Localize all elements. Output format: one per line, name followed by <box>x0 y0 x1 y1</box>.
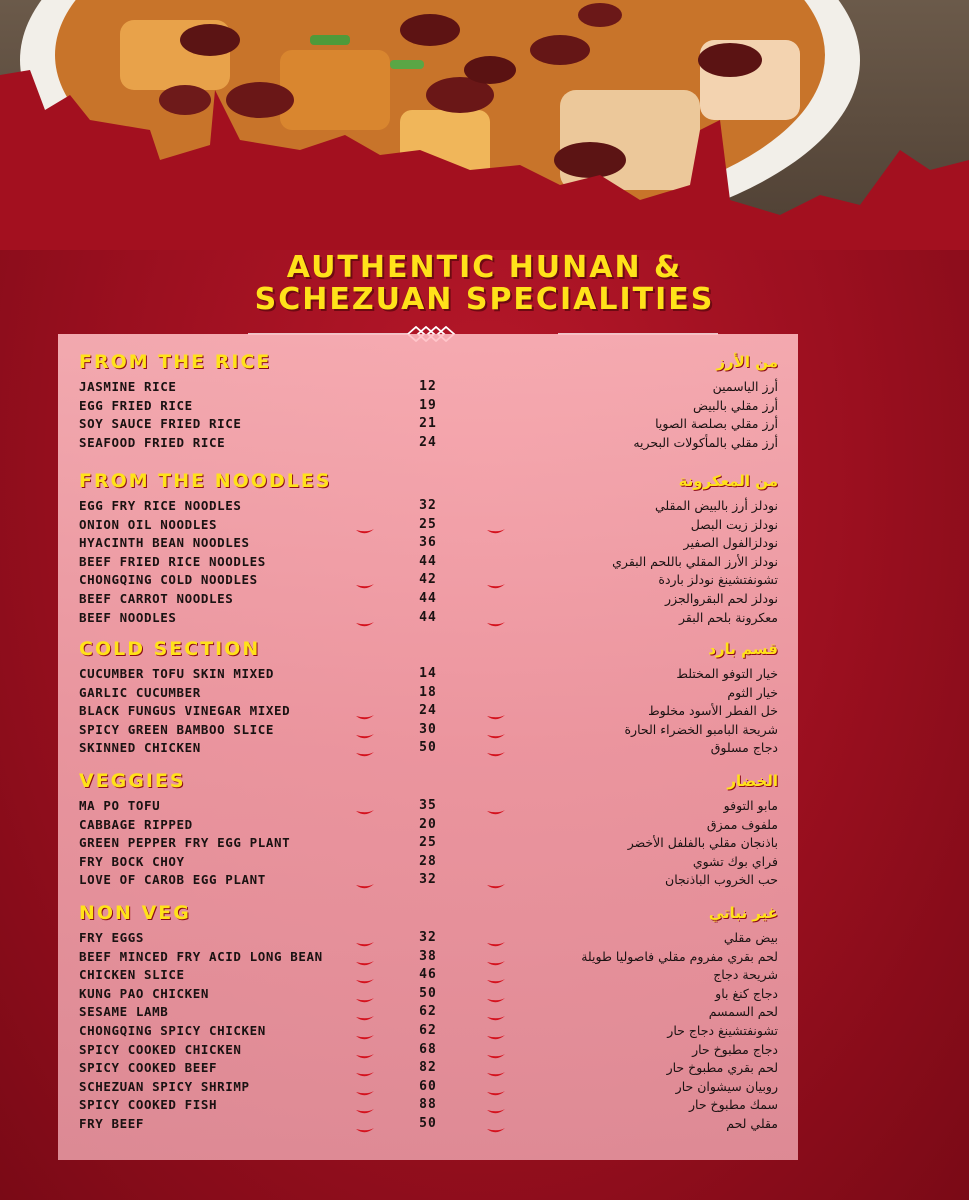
section-title-ar: الخضار <box>727 772 778 790</box>
item-name-ar: تشونفتشينغ دجاج حار <box>667 1023 778 1038</box>
chili-pepper-icon <box>355 744 375 752</box>
chili-pepper-icon <box>355 876 375 884</box>
chili-pepper-icon <box>486 1008 506 1016</box>
item-price: 32 <box>419 498 437 513</box>
chili-pepper-icon <box>486 1046 506 1054</box>
menu-item-row <box>0 1097 969 1115</box>
menu-title-line1: AUTHENTIC HUNAN & <box>286 250 683 285</box>
item-price: 88 <box>419 1097 437 1113</box>
menu-item-row <box>0 1023 969 1041</box>
chili-pepper-icon <box>355 971 375 979</box>
item-name-en: JASMINE RICE <box>79 379 177 394</box>
item-price: 32 <box>419 930 437 945</box>
menu-item-row <box>0 949 969 967</box>
item-name-en: BEEF CARROT NOODLES <box>79 591 234 606</box>
item-name-ar: لحم السمسم <box>708 1004 778 1020</box>
item-name-ar: تشونفتشينغ نودلز باردة <box>658 572 778 588</box>
menu-item-row <box>0 591 969 609</box>
item-name-ar: خيار التوفو المختلط <box>676 666 778 681</box>
chili-pepper-icon <box>355 1046 375 1054</box>
section-title-en: FROM THE NOODLES <box>79 470 332 492</box>
item-name-ar: شريحة البامبو الخضراء الحارة <box>624 721 778 737</box>
item-name-en: BEEF NOODLES <box>79 609 177 625</box>
chili-pepper-icon <box>486 1027 506 1035</box>
section-title-en: VEGGIES <box>79 770 186 792</box>
item-price: 60 <box>419 1078 437 1094</box>
item-name-en: FRY EGGS <box>79 930 145 945</box>
item-name-en: SEAFOOD FRIED RICE <box>79 434 226 450</box>
item-name-ar: لحم بقري مفروم مقلي فاصوليا طويلة <box>581 948 778 964</box>
menu-item-row <box>0 498 969 516</box>
section-title-en: COLD SECTION <box>79 638 261 660</box>
chili-pepper-icon <box>486 953 506 961</box>
item-name-en: BEEF MINCED FRY ACID LONG BEAN <box>79 948 323 964</box>
item-name-en: SESAME LAMB <box>79 1004 169 1020</box>
section-title-ar: من الأرز <box>716 353 778 371</box>
item-name-ar: بيض مقلي <box>723 930 778 945</box>
chili-pepper-icon <box>486 1120 506 1128</box>
chili-pepper-icon <box>355 521 375 529</box>
chili-pepper-icon <box>355 934 375 942</box>
chili-pepper-icon <box>355 1027 375 1035</box>
item-name-en: EGG FRY RICE NOODLES <box>79 498 242 513</box>
item-price: 62 <box>419 1004 437 1020</box>
item-name-ar: أرز الياسمين <box>712 379 778 394</box>
menu-item-row <box>0 572 969 590</box>
item-name-en: CHONGQING COLD NOODLES <box>79 572 258 588</box>
chili-pepper-icon <box>486 744 506 752</box>
item-name-en: SKINNED CHICKEN <box>79 740 201 756</box>
section-title-en: FROM THE RICE <box>79 351 272 373</box>
item-name-ar: نودلز الأرز المقلي باللحم البقري <box>612 553 778 569</box>
item-name-ar: أرز مقلي بالمأكولات البحريه <box>633 434 778 450</box>
chili-pepper-icon <box>355 953 375 961</box>
item-price: 68 <box>419 1041 437 1057</box>
chili-pepper-icon <box>486 726 506 734</box>
item-name-en: FRY BEEF <box>79 1116 145 1131</box>
item-price: 24 <box>419 434 437 450</box>
chili-pepper-icon <box>486 1101 506 1109</box>
item-name-en: HYACINTH BEAN NOODLES <box>79 535 250 551</box>
item-name-ar: نودلز أرز بالبيض المقلي <box>654 498 778 513</box>
item-price: 44 <box>419 609 437 625</box>
chili-pepper-icon <box>355 707 375 715</box>
menu-item-row <box>0 1004 969 1022</box>
item-price: 42 <box>419 572 437 588</box>
item-name-en: LOVE OF CAROB EGG PLANT <box>79 872 266 888</box>
menu-item-row <box>0 1079 969 1097</box>
chili-pepper-icon <box>355 990 375 998</box>
section-title-ar: قسم بارد <box>708 640 778 658</box>
hero-food-photo <box>0 0 969 250</box>
chili-pepper-icon <box>486 707 506 715</box>
chili-pepper-icon <box>486 614 506 622</box>
chili-pepper-icon <box>355 1064 375 1072</box>
item-price: 50 <box>419 985 437 1001</box>
menu-item-row <box>0 517 969 535</box>
menu-item-row <box>0 1042 969 1060</box>
item-name-en: SPICY COOKED FISH <box>79 1097 218 1113</box>
food-dish-illustration <box>0 0 969 250</box>
chili-pepper-icon <box>355 1083 375 1091</box>
item-name-ar: أرز مقلي بالبيض <box>692 397 778 413</box>
item-price: 46 <box>419 967 437 983</box>
chili-pepper-icon <box>355 802 375 810</box>
chili-pepper-icon <box>355 1008 375 1016</box>
item-name-en: SPICY COOKED CHICKEN <box>79 1041 242 1057</box>
item-name-ar: باذنجان مقلي بالفلفل الأخضر <box>627 835 778 851</box>
item-price: 25 <box>419 835 437 851</box>
section-title-ar: من المعكرونة <box>678 472 778 490</box>
item-name-ar: شريحة دجاج <box>713 967 778 983</box>
item-name-ar: حب الخروب الباذنجان <box>665 872 778 888</box>
item-price: 44 <box>419 553 437 569</box>
menu-item-row <box>0 722 969 740</box>
menu-item-row <box>0 930 969 948</box>
item-price: 50 <box>419 1116 437 1131</box>
item-name-ar: نودلز زيت البصل <box>690 516 778 532</box>
item-name-ar: ملفوف ممزق <box>706 816 778 832</box>
item-name-en: SOY SAUCE FRIED RICE <box>79 416 242 432</box>
item-name-en: GREEN PEPPER FRY EGG PLANT <box>79 835 291 851</box>
item-price: 82 <box>419 1060 437 1076</box>
menu-item-row <box>0 854 969 872</box>
menu-item-row <box>0 685 969 703</box>
item-name-en: MA PO TOFU <box>79 798 161 813</box>
item-name-ar: فراي بوك تشوي <box>692 853 778 869</box>
item-price: 62 <box>419 1023 437 1038</box>
item-name-ar: روبيان سيشوان حار <box>675 1078 778 1094</box>
chili-pepper-icon <box>355 576 375 584</box>
item-name-en: CABBAGE RIPPED <box>79 816 193 832</box>
chili-pepper-icon <box>486 521 506 529</box>
menu-item-row <box>0 986 969 1004</box>
item-price: 44 <box>419 591 437 606</box>
item-price: 24 <box>419 703 437 719</box>
item-name-en: SPICY GREEN BAMBOO SLICE <box>79 721 275 737</box>
item-price: 30 <box>419 721 437 737</box>
item-name-en: ONION OIL NOODLES <box>79 516 218 532</box>
item-name-ar: مقلي لحم <box>726 1116 778 1131</box>
item-name-en: FRY BOCK CHOY <box>79 853 185 869</box>
item-name-ar: خل الفطر الأسود مخلوط <box>648 703 778 719</box>
item-name-en: CHONGQING SPICY CHICKEN <box>79 1023 266 1038</box>
item-name-ar: نودلزالفول الصفير <box>683 535 778 551</box>
menu-item-row <box>0 398 969 416</box>
menu-item-row <box>0 610 969 628</box>
chili-pepper-icon <box>486 934 506 942</box>
menu-item-row <box>0 817 969 835</box>
item-name-ar: نودلز لحم البقروالجزر <box>665 591 778 606</box>
item-name-ar: دجاج كنغ باو <box>715 985 778 1001</box>
item-name-ar: معكرونة بلحم البقر <box>679 609 778 625</box>
chili-pepper-icon <box>486 990 506 998</box>
menu-item-row <box>0 435 969 453</box>
menu-item-row <box>0 703 969 721</box>
menu-item-row <box>0 835 969 853</box>
item-name-ar: أرز مقلي بصلصة الصويا <box>655 416 778 432</box>
item-price: 12 <box>419 379 437 394</box>
menu-item-row <box>0 379 969 397</box>
menu-item-row <box>0 1060 969 1078</box>
menu-item-row <box>0 554 969 572</box>
chili-pepper-icon <box>486 576 506 584</box>
item-price: 35 <box>419 798 437 813</box>
item-price: 20 <box>419 816 437 832</box>
item-name-en: EGG FRIED RICE <box>79 397 193 413</box>
item-name-ar: دجاج مطبوخ حار <box>692 1041 778 1057</box>
item-price: 38 <box>419 948 437 964</box>
menu-item-row <box>0 416 969 434</box>
item-price: 19 <box>419 397 437 413</box>
chili-pepper-icon <box>486 1083 506 1091</box>
menu-title-line2: SCHEZUAN SPECIALITIES <box>254 282 715 317</box>
item-name-ar: سمك مطبوخ حار <box>688 1097 778 1113</box>
item-name-en: KUNG PAO CHICKEN <box>79 985 210 1001</box>
item-name-ar: مابو التوفو <box>723 798 778 813</box>
item-price: 21 <box>419 416 437 432</box>
chili-pepper-icon <box>355 1101 375 1109</box>
menu-item-row <box>0 535 969 553</box>
menu-item-row <box>0 798 969 816</box>
menu-item-row <box>0 967 969 985</box>
section-title-en: NON VEG <box>79 902 191 924</box>
chili-pepper-icon <box>355 726 375 734</box>
item-price: 18 <box>419 684 437 700</box>
item-name-en: CUCUMBER TOFU SKIN MIXED <box>79 666 275 681</box>
section-title-ar: غير نباتي <box>708 904 778 922</box>
item-name-en: BLACK FUNGUS VINEGAR MIXED <box>79 703 291 719</box>
menu-item-row <box>0 1116 969 1134</box>
item-name-ar: لحم بقري مطبوخ حار <box>666 1060 778 1076</box>
item-price: 36 <box>419 535 437 551</box>
menu-item-row <box>0 666 969 684</box>
item-price: 14 <box>419 666 437 681</box>
chili-pepper-icon <box>486 876 506 884</box>
item-name-en: GARLIC CUCUMBER <box>79 684 201 700</box>
item-price: 32 <box>419 872 437 888</box>
chili-pepper-icon <box>486 971 506 979</box>
item-name-en: SCHEZUAN SPICY SHRIMP <box>79 1078 250 1094</box>
item-price: 25 <box>419 516 437 532</box>
item-price: 28 <box>419 853 437 869</box>
item-price: 50 <box>419 740 437 756</box>
chili-pepper-icon <box>355 1120 375 1128</box>
item-name-en: BEEF FRIED RICE NOODLES <box>79 553 266 569</box>
item-name-en: CHICKEN SLICE <box>79 967 185 983</box>
item-name-ar: دجاج مسلوق <box>710 740 778 756</box>
chili-pepper-icon <box>486 1064 506 1072</box>
chili-pepper-icon <box>355 614 375 622</box>
item-name-en: SPICY COOKED BEEF <box>79 1060 218 1076</box>
menu-item-row <box>0 872 969 890</box>
menu-item-row <box>0 740 969 758</box>
item-name-ar: خيار الثوم <box>727 684 778 700</box>
chili-pepper-icon <box>486 802 506 810</box>
